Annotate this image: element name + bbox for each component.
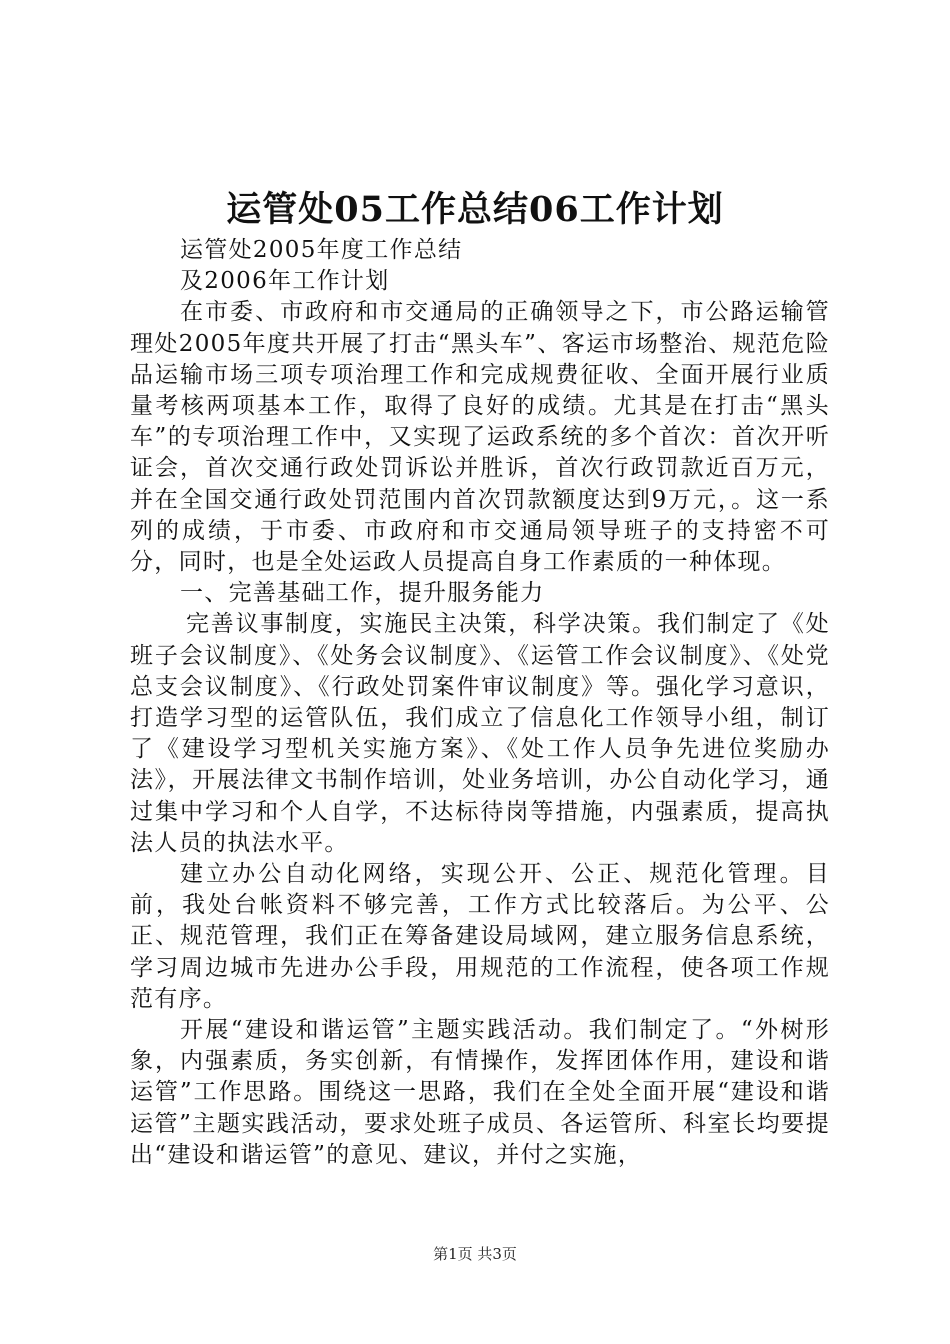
paragraph-intro: 在市委、市政府和市交通局的正确领导之下，市公路运输管理处2005年度共开展了打击“黑头车”、客运市场整治、规范危险品运输市场三项专项治理工作和完成规费征收、全面开展行业质量考核两项基本工作，取得了良好的成绩。尤其是在打击“黑头车”的专项治理工作中，又实现了运政系统的多个首次：首次开听证会，首次交通行政处罚诉讼并胜诉，首次行政罚款近百万元，并在全国交通行政处罚范围内首次罚款额度达到9万元，。这一系列的成绩，于市委、市政府和市交通局领导班子的支持密不可分，同时，也是全处运政人员提高自身工作素质的一种体现。 (130, 299, 830, 576)
paragraph-office-automation: 建立办公自动化网络，实现公开、公正、规范化管理。目前，我处台帐资料不够完善，工作方式比较落后。为公平、公正、规范管理，我们正在筹备建设局域网，建立服务信息系统，学习周边城市先进办公手段，用规范的工作流程，使各项工作规范有序。 (130, 861, 830, 1012)
subtitle-line-1: 运管处2005年度工作总结 (180, 237, 463, 263)
paragraph-system: 完善议事制度，实施民主决策，科学决策。我们制定了《处班子会议制度》、《处务会议制度》、《运管工作会议制度》、《处党总支会议制度》、《行政处罚案件审议制度》等。强化学习意识，打造学习型的运管队伍，我们成立了信息化工作领导小组，制订了《建设学习型机关实施方案》、《处工作人员争先进位奖励办法》，开展法律文书制作培训，处业务培训，办公自动化学习，通过集中学习和个人自学，不达标待岗等措施，内强素质，提高执法人员的执法水平。 (130, 611, 830, 856)
paragraph-harmony: 开展“建设和谐运管”主题实践活动。我们制定了。“外树形象，内强素质，务实创新，有情操作，发挥团体作用，建设和谐运管”工作思路。围绕这一思路，我们在全处全面开展“建设和谐运管”主题实践活动，要求处班子成员、各运管所、科室长均要提出“建设和谐运管”的意见、建议，并付之实施， (130, 1017, 830, 1168)
section-heading-1: 一、完善基础工作，提升服务能力 (180, 580, 545, 607)
subtitle-line-2: 及2006年工作计划 (180, 268, 390, 295)
document-body (130, 235, 830, 1171)
document-title: 运管处05工作总结06工作计划 (226, 189, 724, 230)
page-footer: 第1页 共3页 (433, 1245, 517, 1263)
